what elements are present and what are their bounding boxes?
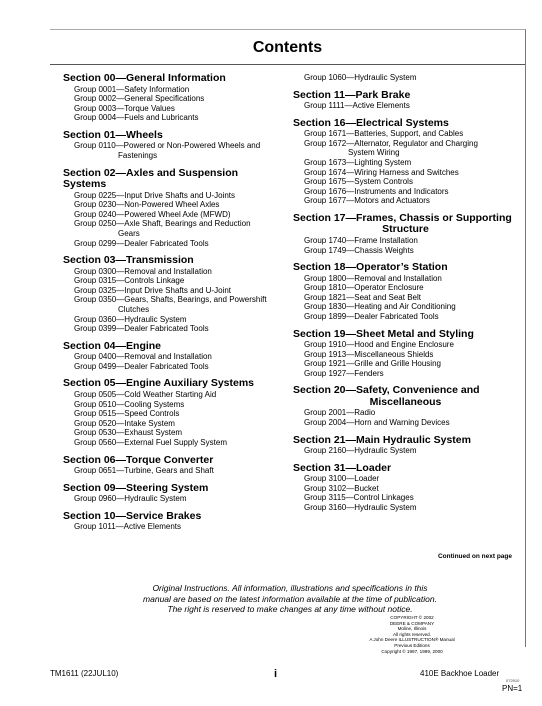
- section-title[interactable]: [63, 73, 283, 85]
- group-entry[interactable]: [293, 503, 518, 513]
- group-name: Control Linkages: [353, 493, 414, 503]
- dash-separator: —: [346, 235, 355, 245]
- original-instructions-note: [120, 583, 460, 615]
- section-title-text: Section 09—Steering System: [63, 481, 209, 494]
- group-entry[interactable]: [63, 438, 283, 448]
- group-name-continuation: Gears: [118, 228, 140, 238]
- dash-separator: —: [346, 283, 355, 293]
- group-name: Hydraulic System: [354, 73, 417, 82]
- dash-separator: —: [116, 399, 125, 409]
- section-title-text: Section 11—Park Brake: [293, 88, 411, 101]
- group-name: Wiring Harness and Switches: [354, 167, 459, 177]
- group-name: Loader: [354, 474, 380, 484]
- group-entry[interactable]: [293, 418, 518, 428]
- dash-separator: —: [346, 157, 355, 167]
- group-entry[interactable]: [63, 85, 283, 95]
- toc-section: [293, 435, 518, 456]
- dash-separator: —: [346, 73, 355, 82]
- group-entry[interactable]: [293, 408, 518, 418]
- group-name: Cold Weather Starting Aid: [124, 389, 217, 399]
- dash-separator: —: [346, 474, 355, 484]
- group-entry[interactable]: [293, 274, 518, 284]
- footer-page-number: i: [274, 668, 278, 680]
- group-name: Active Elements: [123, 522, 182, 532]
- dash-separator: —: [346, 349, 355, 359]
- group-code: Group 0002: [74, 94, 117, 104]
- group-name: External Fuel Supply System: [124, 437, 227, 447]
- section-title-text: Section 16—Electrical Systems: [293, 116, 449, 129]
- group-code: Group 1674: [304, 167, 347, 177]
- toc-section: [63, 455, 283, 476]
- toc-section: [293, 118, 518, 206]
- dash-separator: —: [346, 138, 355, 148]
- group-code: Group 3160: [304, 503, 347, 513]
- group-entry[interactable]: [293, 236, 518, 246]
- footer-code: 072910: [506, 678, 520, 683]
- dash-separator: —: [116, 418, 125, 428]
- group-code: Group 1800: [304, 273, 347, 283]
- group-entry[interactable]: [293, 73, 518, 83]
- dash-separator: —: [116, 94, 125, 104]
- title-divider: [50, 64, 525, 65]
- group-code: Group 0960: [74, 494, 117, 504]
- group-code: Group 2160: [304, 446, 347, 456]
- group-entry[interactable]: [63, 400, 283, 410]
- group-name: Dealer Fabricated Tools: [124, 324, 209, 334]
- group-code: Group 0299: [74, 238, 117, 248]
- section-title-text: Section 19—Sheet Metal and Styling: [293, 327, 474, 340]
- group-name: Chassis Weights: [354, 245, 414, 255]
- group-name: Alternator, Regulator and Charging: [354, 138, 478, 148]
- group-code: Group 0240: [74, 209, 117, 219]
- group-entry[interactable]: [293, 446, 518, 456]
- copyright-line: Copyright © 1997, 1999, 2000: [381, 648, 443, 654]
- group-code: Group 0530: [74, 428, 117, 438]
- group-name: Fuels and Lubricants: [124, 113, 199, 123]
- group-code: Group 1671: [304, 129, 347, 139]
- group-code: Group 0651: [74, 466, 117, 476]
- section-title[interactable]: [293, 262, 518, 274]
- group-code: Group 1913: [304, 349, 347, 359]
- section-title-text: Section 00—General Information: [63, 72, 226, 84]
- dash-separator: —: [346, 273, 355, 283]
- dash-separator: —: [346, 292, 355, 302]
- footnote-line: The right is reserved to make changes at any time without notice.: [167, 604, 413, 614]
- group-code: Group 0250: [74, 219, 117, 229]
- group-name: Hydraulic System: [124, 494, 187, 504]
- group-code: Group 1672: [304, 138, 347, 148]
- group-code: Group 0400: [74, 352, 117, 362]
- dash-separator: —: [116, 266, 125, 276]
- group-name: Hydraulic System: [354, 503, 417, 513]
- section-title-continuation: Miscellaneous: [369, 395, 442, 408]
- group-entry[interactable]: [293, 283, 518, 293]
- group-code: Group 0225: [74, 190, 117, 200]
- copyright-line: Moline, Illinois: [397, 626, 427, 632]
- group-name: Input Drive Shafts and U-Joint: [124, 285, 231, 295]
- section-title-text: Section 10—Service Brakes: [63, 509, 202, 522]
- group-entry[interactable]: [63, 362, 283, 372]
- group-name: Dealer Fabricated Tools: [124, 361, 209, 371]
- group-entry[interactable]: [293, 246, 518, 256]
- section-title[interactable]: [63, 483, 283, 495]
- group-code: Group 0004: [74, 113, 117, 123]
- dash-separator: —: [116, 190, 125, 200]
- group-entry[interactable]: [63, 315, 283, 325]
- dash-separator: —: [346, 177, 355, 187]
- section-title[interactable]: [293, 118, 518, 130]
- group-name: Operator Enclosure: [354, 283, 424, 293]
- section-title[interactable]: [63, 255, 283, 267]
- group-entry[interactable]: [63, 113, 283, 123]
- dash-separator: —: [116, 200, 125, 210]
- group-name-continuation: System Wiring: [348, 148, 400, 158]
- group-code: Group 1921: [304, 359, 347, 369]
- group-name: Radio: [354, 408, 376, 418]
- group-code: Group 0315: [74, 276, 117, 286]
- group-code: Group 0325: [74, 285, 117, 295]
- group-name: Removal and Installation: [124, 266, 212, 276]
- group-entry[interactable]: [293, 302, 518, 312]
- section-title-text: Section 04—Engine: [63, 339, 162, 352]
- group-name: Input Drive Shafts and U-Joints: [124, 190, 235, 200]
- footnote-line: manual are based on the latest information available at the time of publication.: [143, 593, 437, 604]
- group-name: Safety Information: [124, 84, 190, 94]
- group-entry[interactable]: [293, 196, 518, 206]
- dash-separator: —: [345, 493, 354, 503]
- group-entry[interactable]: [63, 295, 283, 314]
- group-code: Group 1899: [304, 312, 347, 321]
- group-entry[interactable]: [293, 350, 518, 360]
- copyright-line: COPYRIGHT © 2002: [390, 615, 434, 620]
- group-entry[interactable]: [293, 369, 518, 379]
- toc-section: [63, 73, 283, 123]
- toc-section: [63, 130, 283, 161]
- group-code: Group 3115: [304, 493, 346, 503]
- copyright-line: A John Deere ILLUSTRUCTION® Manual: [369, 637, 455, 643]
- group-name-continuation: Fastenings: [118, 150, 158, 160]
- dash-separator: —: [346, 167, 355, 177]
- dash-separator: —: [116, 437, 125, 447]
- group-code: Group 1011: [74, 522, 116, 532]
- page-title: Contents: [252, 39, 323, 56]
- toc-section: [63, 168, 283, 249]
- dash-separator: —: [116, 428, 125, 438]
- group-entry[interactable]: [63, 94, 283, 104]
- section-title-text: Section 01—Wheels: [63, 128, 163, 141]
- toc-section: [63, 511, 283, 532]
- section-title-text: Section 17—Frames, Chassis or Supporting: [293, 211, 512, 224]
- group-name: Powered Wheel Axle (MFWD): [124, 209, 231, 219]
- group-code: Group 1060: [304, 73, 347, 82]
- dash-separator: —: [116, 494, 125, 504]
- group-name: Speed Controls: [124, 409, 180, 419]
- section-title[interactable]: [63, 378, 283, 390]
- group-entry[interactable]: [293, 493, 518, 503]
- section-title[interactable]: [293, 329, 518, 341]
- section-title[interactable]: [63, 511, 283, 523]
- footer-model: 410E Backhoe Loader: [420, 669, 500, 678]
- group-entry[interactable]: [293, 177, 518, 187]
- dash-separator: —: [346, 368, 355, 378]
- footnote-line: Original Instructions. All information, illustrations and specifications in this: [152, 583, 428, 593]
- group-code: Group 0001: [74, 84, 117, 94]
- group-code: Group 0110: [74, 141, 116, 151]
- group-name: Hydraulic System: [124, 314, 187, 324]
- group-code: Group 1810: [304, 283, 347, 293]
- section-title[interactable]: [293, 213, 518, 236]
- group-code: Group 1676: [304, 186, 347, 196]
- toc-section: [293, 90, 518, 111]
- group-entry[interactable]: [63, 390, 283, 400]
- toc-section: [63, 255, 283, 334]
- toc-section: [63, 378, 283, 447]
- group-name: Heating and Air Conditioning: [354, 302, 456, 312]
- dash-separator: —: [116, 209, 125, 219]
- dash-separator: —: [116, 409, 125, 419]
- copyright-block: [352, 615, 472, 654]
- dash-separator: —: [346, 408, 355, 418]
- group-entry[interactable]: [63, 141, 283, 160]
- group-entry[interactable]: [63, 522, 283, 532]
- dash-separator: —: [346, 503, 355, 513]
- section-title[interactable]: [63, 341, 283, 353]
- group-entry[interactable]: [293, 158, 518, 168]
- dash-separator: —: [116, 285, 125, 295]
- toc-section: [63, 483, 283, 504]
- group-entry[interactable]: [293, 474, 518, 484]
- group-code: Group 0520: [74, 418, 117, 428]
- toc-section: [293, 463, 518, 513]
- group-entry[interactable]: [293, 187, 518, 197]
- group-name: System Controls: [354, 177, 413, 187]
- dash-separator: —: [346, 186, 355, 196]
- group-entry[interactable]: [63, 219, 283, 238]
- toc-section: [293, 213, 518, 255]
- group-name: Batteries, Support, and Cables: [354, 129, 464, 139]
- group-name: Hydraulic System: [354, 446, 417, 456]
- group-code: Group 3100: [304, 474, 347, 484]
- group-name: Removal and Installation: [354, 273, 442, 283]
- group-name: Grille and Grille Housing: [354, 359, 441, 369]
- group-name-continuation: Clutches: [118, 305, 150, 314]
- group-name: Dealer Fabricated Tools: [354, 312, 439, 321]
- group-entry[interactable]: [63, 286, 283, 296]
- section-title-text: Section 03—Transmission: [63, 254, 194, 267]
- group-entry[interactable]: [63, 352, 283, 362]
- group-entry[interactable]: [63, 267, 283, 277]
- section-title[interactable]: [293, 385, 518, 408]
- copyright-line: Previous Editions: [394, 642, 430, 648]
- group-code: Group 1677: [304, 196, 347, 206]
- group-entry[interactable]: [293, 484, 518, 494]
- group-name: General Specifications: [124, 94, 205, 104]
- continued-note: Continued on next page: [437, 553, 512, 560]
- dash-separator: —: [116, 314, 125, 324]
- section-title-text: Section 21—Main Hydraulic System: [293, 433, 471, 446]
- group-code: Group 2004: [304, 418, 347, 428]
- group-entry[interactable]: [293, 293, 518, 303]
- group-name: Turbine, Gears and Shaft: [124, 466, 214, 476]
- group-name: Fenders: [354, 368, 384, 378]
- dash-separator: —: [346, 302, 355, 312]
- group-entry[interactable]: [293, 312, 518, 322]
- dash-separator: —: [346, 245, 355, 255]
- group-code: Group 3102: [304, 483, 347, 493]
- group-name: Removal and Installation: [124, 352, 212, 362]
- toc-section: [63, 341, 283, 372]
- dash-separator: —: [116, 389, 125, 399]
- group-code: Group 0360: [74, 314, 117, 324]
- group-name: Controls Linkage: [124, 276, 185, 286]
- section-title[interactable]: [63, 455, 283, 467]
- group-code: Group 1821: [304, 292, 347, 302]
- dash-separator: —: [116, 352, 125, 362]
- section-title-text: Section 06—Torque Converter: [63, 453, 214, 466]
- section-title[interactable]: [293, 463, 518, 475]
- dash-separator: —: [115, 522, 124, 532]
- dash-separator: —: [346, 359, 355, 369]
- section-title-text: Section 05—Engine Auxiliary Systems: [63, 377, 255, 390]
- group-name: Horn and Warning Devices: [354, 418, 450, 428]
- dash-separator: —: [116, 466, 125, 476]
- dash-separator: —: [116, 84, 125, 94]
- group-code: Group 0505: [74, 389, 117, 399]
- group-entry[interactable]: [63, 191, 283, 201]
- group-code: Group 0003: [74, 103, 117, 113]
- group-name: Frame Installation: [354, 235, 418, 245]
- dash-separator: —: [346, 418, 355, 428]
- group-entry[interactable]: [293, 359, 518, 369]
- group-entry[interactable]: [63, 104, 283, 114]
- group-name: Non-Powered Wheel Axles: [124, 200, 220, 210]
- group-entry[interactable]: [293, 129, 518, 139]
- toc-section: [293, 262, 518, 321]
- section-title[interactable]: [293, 435, 518, 447]
- group-code: Group 0350: [74, 295, 117, 305]
- section-title[interactable]: [293, 90, 518, 102]
- group-name: Exhaust System: [124, 428, 183, 438]
- dash-separator: —: [346, 340, 355, 350]
- group-code: Group 0515: [74, 409, 117, 419]
- dash-separator: —: [116, 276, 125, 286]
- dash-separator: —: [116, 238, 125, 248]
- group-code: Group 1830: [304, 302, 347, 312]
- group-name: Dealer Fabricated Tools: [124, 238, 209, 248]
- group-name: Bucket: [354, 483, 379, 493]
- group-name: Axle Shaft, Bearings and Reduction: [124, 219, 251, 229]
- group-code: Group 1673: [304, 157, 347, 167]
- group-entry[interactable]: [63, 210, 283, 220]
- toc-section: [293, 329, 518, 379]
- group-name: Powered or Non-Powered Wheels and: [123, 141, 261, 151]
- group-code: Group 0560: [74, 437, 117, 447]
- footer-pn: PN=1: [502, 684, 523, 693]
- contents-left-column: [63, 73, 283, 539]
- group-name: Active Elements: [352, 101, 410, 111]
- dash-separator: —: [116, 324, 125, 334]
- copyright-line: DEERE & COMPANY: [389, 620, 435, 626]
- group-entry[interactable]: [63, 239, 283, 249]
- dash-separator: —: [346, 483, 355, 493]
- group-name: Instruments and Indicators: [354, 186, 449, 196]
- dash-separator: —: [116, 361, 125, 371]
- group-code: Group 2001: [304, 408, 347, 418]
- dash-separator: —: [346, 446, 355, 456]
- group-code: Group 1675: [304, 177, 347, 187]
- group-entry[interactable]: [63, 276, 283, 286]
- section-title[interactable]: [63, 168, 283, 191]
- group-entry[interactable]: [63, 200, 283, 210]
- group-entry[interactable]: [63, 419, 283, 429]
- group-name: Miscellaneous Shields: [354, 349, 434, 359]
- dash-separator: —: [116, 113, 125, 123]
- group-code: Group 0230: [74, 200, 117, 210]
- group-entry[interactable]: [63, 324, 283, 334]
- group-name: Torque Values: [124, 103, 175, 113]
- group-code: Group 0499: [74, 361, 117, 371]
- group-name: Cooling Systems: [124, 399, 185, 409]
- group-name: Intake System: [124, 418, 175, 428]
- dash-separator: —: [116, 295, 125, 305]
- dash-separator: —: [116, 103, 125, 113]
- dash-separator: —: [116, 219, 125, 229]
- toc-section: [293, 385, 518, 427]
- group-entry[interactable]: [293, 101, 518, 111]
- footer-doc-id: TM1611 (22JUL10): [50, 669, 119, 678]
- section-title-continuation: Structure: [382, 223, 429, 236]
- copyright-line: All rights reserved.: [392, 631, 432, 637]
- group-code: Group 1740: [304, 235, 347, 245]
- group-code: Group 0300: [74, 266, 117, 276]
- dash-separator: —: [346, 312, 355, 321]
- group-entry[interactable]: [63, 409, 283, 419]
- section-title-text: Section 31—Loader: [293, 461, 392, 474]
- dash-separator: —: [346, 129, 355, 139]
- group-code: Group 1749: [304, 245, 347, 255]
- group-code: Group 1927: [304, 368, 347, 378]
- group-entry[interactable]: [63, 494, 283, 504]
- group-code: Group 0510: [74, 399, 117, 409]
- group-code: Group 1111: [304, 101, 345, 111]
- toc-section: [293, 73, 518, 83]
- section-title[interactable]: [63, 130, 283, 142]
- dash-separator: —: [344, 101, 353, 111]
- group-entry[interactable]: [63, 466, 283, 476]
- group-entry[interactable]: [293, 340, 518, 350]
- group-name: Gears, Shafts, Bearings, and Powershift: [124, 295, 267, 305]
- group-entry[interactable]: [293, 139, 518, 158]
- group-entry[interactable]: [293, 168, 518, 178]
- section-title-text: Section 20—Safety, Convenience and: [293, 384, 480, 397]
- group-code: Group 1910: [304, 340, 347, 350]
- group-name: Hood and Engine Enclosure: [354, 340, 454, 350]
- dash-separator: —: [346, 196, 355, 206]
- section-title-text: Section 02—Axles and Suspension Systems: [63, 166, 239, 191]
- group-name: Seat and Seat Belt: [354, 292, 421, 302]
- group-entry[interactable]: [63, 428, 283, 438]
- group-name: Motors and Actuators: [354, 196, 430, 206]
- dash-separator: —: [115, 141, 124, 151]
- group-code: Group 0399: [74, 324, 117, 334]
- section-title-text: Section 18—Operator’s Station: [293, 261, 448, 274]
- group-name: Lighting System: [354, 157, 412, 167]
- contents-right-column: [293, 73, 518, 520]
